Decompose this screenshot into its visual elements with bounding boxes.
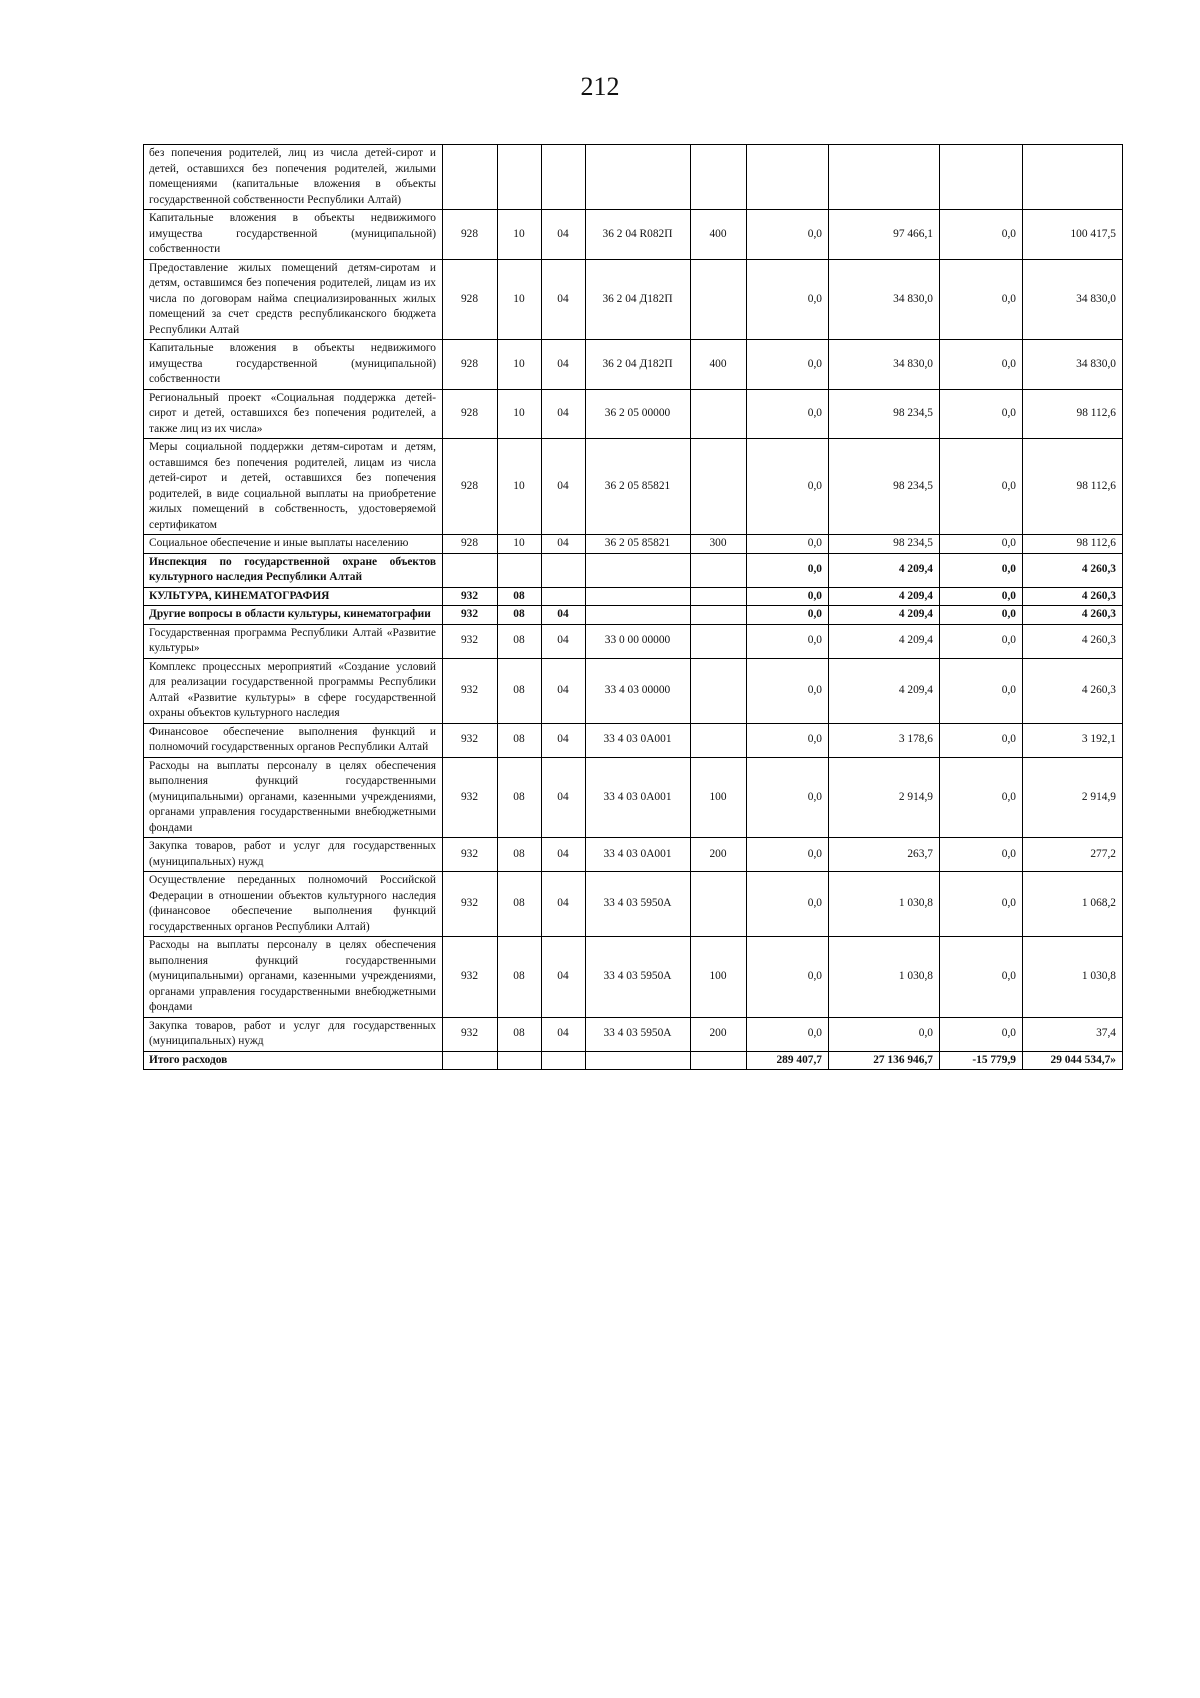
table-row (144, 872, 1123, 937)
subsection-code-cell (542, 1051, 586, 1070)
row-name-cell: Финансовое обеспечение выполнения функций и полномочий государственных органов Республики Алтай (144, 723, 443, 757)
subsection-code-cell (542, 587, 586, 606)
amount-cell-1: 0,0 (747, 757, 829, 838)
section-code-cell: 08 (498, 937, 542, 1018)
section-code-cell: 08 (498, 757, 542, 838)
table-row (144, 340, 1123, 390)
target-article-cell (586, 553, 691, 587)
amount-cell-3: 0,0 (940, 757, 1023, 838)
expense-type-cell (691, 1051, 747, 1070)
amount-cell-1: 0,0 (747, 937, 829, 1018)
target-article-cell (586, 587, 691, 606)
amount-cell-2: 4 209,4 (829, 587, 940, 606)
table-row (144, 838, 1123, 872)
ministry-code-cell: 932 (443, 872, 498, 937)
target-article-cell: 36 2 04 Д182П (586, 259, 691, 340)
table-row (144, 937, 1123, 1018)
row-name-cell: Инспекция по государственной охране объектов культурного наследия Республики Алтай (144, 553, 443, 587)
expense-type-cell: 200 (691, 838, 747, 872)
target-article-cell: 33 4 03 0А001 (586, 838, 691, 872)
row-name-cell: Предоставление жилых помещений детям-сиротам и детям, оставшимся без попечения родителей, лицам из их числа по договорам найма специализированных жилых помещений за счет средств республиканского бюджета Республики Алтай (144, 259, 443, 340)
target-article-cell: 33 4 03 5950А (586, 937, 691, 1018)
table-row (144, 1017, 1123, 1051)
subsection-code-cell: 04 (542, 757, 586, 838)
amount-cell-4: 98 112,6 (1023, 535, 1123, 554)
expense-type-cell: 100 (691, 937, 747, 1018)
amount-cell-1: 0,0 (747, 535, 829, 554)
target-article-cell: 36 2 05 85821 (586, 535, 691, 554)
target-article-cell: 33 4 03 0А001 (586, 723, 691, 757)
ministry-code-cell: 928 (443, 535, 498, 554)
amount-cell-1: 0,0 (747, 439, 829, 535)
row-name-cell: Итого расходов (144, 1051, 443, 1070)
ministry-code-cell: 932 (443, 723, 498, 757)
ministry-code-cell: 928 (443, 389, 498, 439)
amount-cell-1: 0,0 (747, 872, 829, 937)
section-code-cell: 08 (498, 838, 542, 872)
section-code-cell: 08 (498, 872, 542, 937)
amount-cell-1: 0,0 (747, 340, 829, 390)
ministry-code-cell: 932 (443, 937, 498, 1018)
amount-cell-4: 37,4 (1023, 1017, 1123, 1051)
subsection-code-cell: 04 (542, 606, 586, 625)
amount-cell-2: 98 234,5 (829, 535, 940, 554)
amount-cell-4: 4 260,3 (1023, 606, 1123, 625)
amount-cell-4: 277,2 (1023, 838, 1123, 872)
table-row (144, 553, 1123, 587)
expense-type-cell (691, 723, 747, 757)
row-name-cell: Социальное обеспечение и иные выплаты населению (144, 535, 443, 554)
table-row (144, 606, 1123, 625)
amount-cell-3: 0,0 (940, 259, 1023, 340)
subsection-code-cell: 04 (542, 838, 586, 872)
expense-type-cell (691, 606, 747, 625)
row-name-cell: без попечения родителей, лиц из числа детей-сирот и детей, оставшихся без попечения родителей, жилыми помещениями (капитальные вложения в объекты государственной собственности Республики Алтай) (144, 145, 443, 210)
amount-cell-2: 97 466,1 (829, 210, 940, 260)
amount-cell-2: 98 234,5 (829, 389, 940, 439)
section-code-cell: 08 (498, 587, 542, 606)
amount-cell-3: 0,0 (940, 838, 1023, 872)
amount-cell-4: 34 830,0 (1023, 259, 1123, 340)
amount-cell-1: 0,0 (747, 606, 829, 625)
target-article-cell: 36 2 05 00000 (586, 389, 691, 439)
section-code-cell: 10 (498, 210, 542, 260)
amount-cell-2: 4 209,4 (829, 624, 940, 658)
amount-cell-1 (747, 145, 829, 210)
section-code-cell: 10 (498, 259, 542, 340)
expense-type-cell: 400 (691, 340, 747, 390)
amount-cell-1: 0,0 (747, 587, 829, 606)
row-name-cell: Осуществление переданных полномочий Российской Федерации в отношении объектов культурного наследия (финансовое обеспечение выполнения функций государственных органов Республики Алтай) (144, 872, 443, 937)
amount-cell-2: 3 178,6 (829, 723, 940, 757)
amount-cell-2: 98 234,5 (829, 439, 940, 535)
target-article-cell: 33 4 03 0А001 (586, 757, 691, 838)
row-name-cell: Меры социальной поддержки детям-сиротам и детям, оставшимся без попечения родителей, лицам из числа детей-сирот и детей, оставшихся без попечения родителей, в виде социальной выплаты на приобретение жилых помещений в собственность, удостоверяемой сертификатом (144, 439, 443, 535)
subsection-code-cell: 04 (542, 259, 586, 340)
ministry-code-cell: 928 (443, 259, 498, 340)
table-row (144, 535, 1123, 554)
table-row (144, 757, 1123, 838)
table-body (144, 145, 1123, 1070)
expense-type-cell (691, 439, 747, 535)
target-article-cell (586, 145, 691, 210)
amount-cell-3: 0,0 (940, 606, 1023, 625)
amount-cell-2: 2 914,9 (829, 757, 940, 838)
amount-cell-2: 4 209,4 (829, 553, 940, 587)
amount-cell-1: 0,0 (747, 259, 829, 340)
page-number: 212 (580, 72, 620, 101)
subsection-code-cell (542, 145, 586, 210)
subsection-code-cell (542, 553, 586, 587)
expense-type-cell (691, 872, 747, 937)
amount-cell-3: 0,0 (940, 535, 1023, 554)
amount-cell-2: 34 830,0 (829, 259, 940, 340)
amount-cell-3: 0,0 (940, 1017, 1023, 1051)
subsection-code-cell: 04 (542, 340, 586, 390)
amount-cell-3: 0,0 (940, 389, 1023, 439)
target-article-cell (586, 606, 691, 625)
amount-cell-3: -15 779,9 (940, 1051, 1023, 1070)
row-name-cell: Региональный проект «Социальная поддержка детей-сирот и детей, оставшихся без попечения родителей, а также лиц из их числа» (144, 389, 443, 439)
ministry-code-cell: 932 (443, 624, 498, 658)
target-article-cell (586, 1051, 691, 1070)
table-row (144, 1051, 1123, 1070)
expense-type-cell: 300 (691, 535, 747, 554)
row-name-cell: Закупка товаров, работ и услуг для государственных (муниципальных) нужд (144, 838, 443, 872)
amount-cell-4: 1 030,8 (1023, 937, 1123, 1018)
target-article-cell: 33 0 00 00000 (586, 624, 691, 658)
amount-cell-2: 263,7 (829, 838, 940, 872)
amount-cell-4: 100 417,5 (1023, 210, 1123, 260)
amount-cell-2: 1 030,8 (829, 872, 940, 937)
table-row (144, 389, 1123, 439)
row-name-cell: Закупка товаров, работ и услуг для государственных (муниципальных) нужд (144, 1017, 443, 1051)
amount-cell-4: 2 914,9 (1023, 757, 1123, 838)
amount-cell-4: 98 112,6 (1023, 439, 1123, 535)
amount-cell-4: 4 260,3 (1023, 553, 1123, 587)
subsection-code-cell: 04 (542, 723, 586, 757)
row-name-cell: Капитальные вложения в объекты недвижимого имущества государственной (муниципальной) собственности (144, 340, 443, 390)
target-article-cell: 36 2 05 85821 (586, 439, 691, 535)
table-row (144, 624, 1123, 658)
amount-cell-1: 0,0 (747, 723, 829, 757)
amount-cell-4: 3 192,1 (1023, 723, 1123, 757)
ministry-code-cell (443, 553, 498, 587)
table-row (144, 259, 1123, 340)
expense-type-cell (691, 658, 747, 723)
budget-table (143, 144, 1123, 1070)
expense-type-cell (691, 145, 747, 210)
ministry-code-cell: 928 (443, 340, 498, 390)
section-code-cell (498, 1051, 542, 1070)
amount-cell-4: 4 260,3 (1023, 587, 1123, 606)
section-code-cell: 08 (498, 723, 542, 757)
ministry-code-cell (443, 145, 498, 210)
target-article-cell: 33 4 03 5950А (586, 872, 691, 937)
ministry-code-cell: 928 (443, 439, 498, 535)
amount-cell-1: 0,0 (747, 389, 829, 439)
subsection-code-cell: 04 (542, 439, 586, 535)
row-name-cell: Расходы на выплаты персоналу в целях обеспечения выполнения функций государственными (муниципальными) органами, казенными учреждениями, органами управления государственными внебюджетными фондами (144, 937, 443, 1018)
amount-cell-1: 0,0 (747, 658, 829, 723)
ministry-code-cell: 932 (443, 757, 498, 838)
target-article-cell: 36 2 04 R082П (586, 210, 691, 260)
amount-cell-4: 98 112,6 (1023, 389, 1123, 439)
amount-cell-1: 0,0 (747, 210, 829, 260)
amount-cell-3: 0,0 (940, 658, 1023, 723)
subsection-code-cell: 04 (542, 624, 586, 658)
amount-cell-1: 289 407,7 (747, 1051, 829, 1070)
section-code-cell: 10 (498, 439, 542, 535)
section-code-cell: 08 (498, 1017, 542, 1051)
amount-cell-3: 0,0 (940, 439, 1023, 535)
row-name-cell: КУЛЬТУРА, КИНЕМАТОГРАФИЯ (144, 587, 443, 606)
section-code-cell (498, 553, 542, 587)
ministry-code-cell: 932 (443, 658, 498, 723)
row-name-cell: Другие вопросы в области культуры, кинематографии (144, 606, 443, 625)
amount-cell-3: 0,0 (940, 553, 1023, 587)
amount-cell-1: 0,0 (747, 553, 829, 587)
section-code-cell: 10 (498, 389, 542, 439)
section-code-cell: 08 (498, 624, 542, 658)
amount-cell-3: 0,0 (940, 340, 1023, 390)
table-row (144, 723, 1123, 757)
amount-cell-1: 0,0 (747, 624, 829, 658)
amount-cell-2 (829, 145, 940, 210)
table-row (144, 145, 1123, 210)
ministry-code-cell: 932 (443, 1017, 498, 1051)
subsection-code-cell: 04 (542, 937, 586, 1018)
subsection-code-cell: 04 (542, 389, 586, 439)
subsection-code-cell: 04 (542, 1017, 586, 1051)
section-code-cell: 08 (498, 606, 542, 625)
ministry-code-cell: 932 (443, 838, 498, 872)
amount-cell-3: 0,0 (940, 723, 1023, 757)
expense-type-cell (691, 587, 747, 606)
ministry-code-cell: 932 (443, 587, 498, 606)
amount-cell-2: 4 209,4 (829, 658, 940, 723)
expense-type-cell (691, 389, 747, 439)
expense-type-cell (691, 259, 747, 340)
table-row (144, 587, 1123, 606)
table-row (144, 439, 1123, 535)
ministry-code-cell: 928 (443, 210, 498, 260)
subsection-code-cell: 04 (542, 658, 586, 723)
amount-cell-2: 1 030,8 (829, 937, 940, 1018)
row-name-cell: Расходы на выплаты персоналу в целях обеспечения выполнения функций государственными (муниципальными) органами, казенными учреждениями, органами управления государственными внебюджетными фондами (144, 757, 443, 838)
amount-cell-4: 1 068,2 (1023, 872, 1123, 937)
row-name-cell: Комплекс процессных мероприятий «Создание условий для реализации государственной программы Республики Алтай «Развитие культуры» в сфере государственной охраны объектов культурного наследия (144, 658, 443, 723)
subsection-code-cell: 04 (542, 210, 586, 260)
amount-cell-4: 34 830,0 (1023, 340, 1123, 390)
target-article-cell: 33 4 03 00000 (586, 658, 691, 723)
ministry-code-cell: 932 (443, 606, 498, 625)
section-code-cell: 10 (498, 535, 542, 554)
amount-cell-2: 34 830,0 (829, 340, 940, 390)
section-code-cell (498, 145, 542, 210)
subsection-code-cell: 04 (542, 872, 586, 937)
amount-cell-2: 0,0 (829, 1017, 940, 1051)
amount-cell-4 (1023, 145, 1123, 210)
amount-cell-3 (940, 145, 1023, 210)
amount-cell-2: 27 136 946,7 (829, 1051, 940, 1070)
amount-cell-3: 0,0 (940, 587, 1023, 606)
table-row (144, 210, 1123, 260)
row-name-cell: Капитальные вложения в объекты недвижимого имущества государственной (муниципальной) собственности (144, 210, 443, 260)
amount-cell-4: 4 260,3 (1023, 658, 1123, 723)
target-article-cell: 36 2 04 Д182П (586, 340, 691, 390)
amount-cell-4: 4 260,3 (1023, 624, 1123, 658)
subsection-code-cell: 04 (542, 535, 586, 554)
amount-cell-2: 4 209,4 (829, 606, 940, 625)
section-code-cell: 08 (498, 658, 542, 723)
row-name-cell: Государственная программа Республики Алтай «Развитие культуры» (144, 624, 443, 658)
expense-type-cell: 400 (691, 210, 747, 260)
section-code-cell: 10 (498, 340, 542, 390)
amount-cell-1: 0,0 (747, 1017, 829, 1051)
expense-type-cell: 100 (691, 757, 747, 838)
amount-cell-4: 29 044 534,7» (1023, 1051, 1123, 1070)
target-article-cell: 33 4 03 5950А (586, 1017, 691, 1051)
amount-cell-3: 0,0 (940, 624, 1023, 658)
amount-cell-3: 0,0 (940, 937, 1023, 1018)
table-row (144, 658, 1123, 723)
ministry-code-cell (443, 1051, 498, 1070)
expense-type-cell (691, 553, 747, 587)
amount-cell-1: 0,0 (747, 838, 829, 872)
amount-cell-3: 0,0 (940, 210, 1023, 260)
expense-type-cell (691, 624, 747, 658)
expense-type-cell: 200 (691, 1017, 747, 1051)
amount-cell-3: 0,0 (940, 872, 1023, 937)
